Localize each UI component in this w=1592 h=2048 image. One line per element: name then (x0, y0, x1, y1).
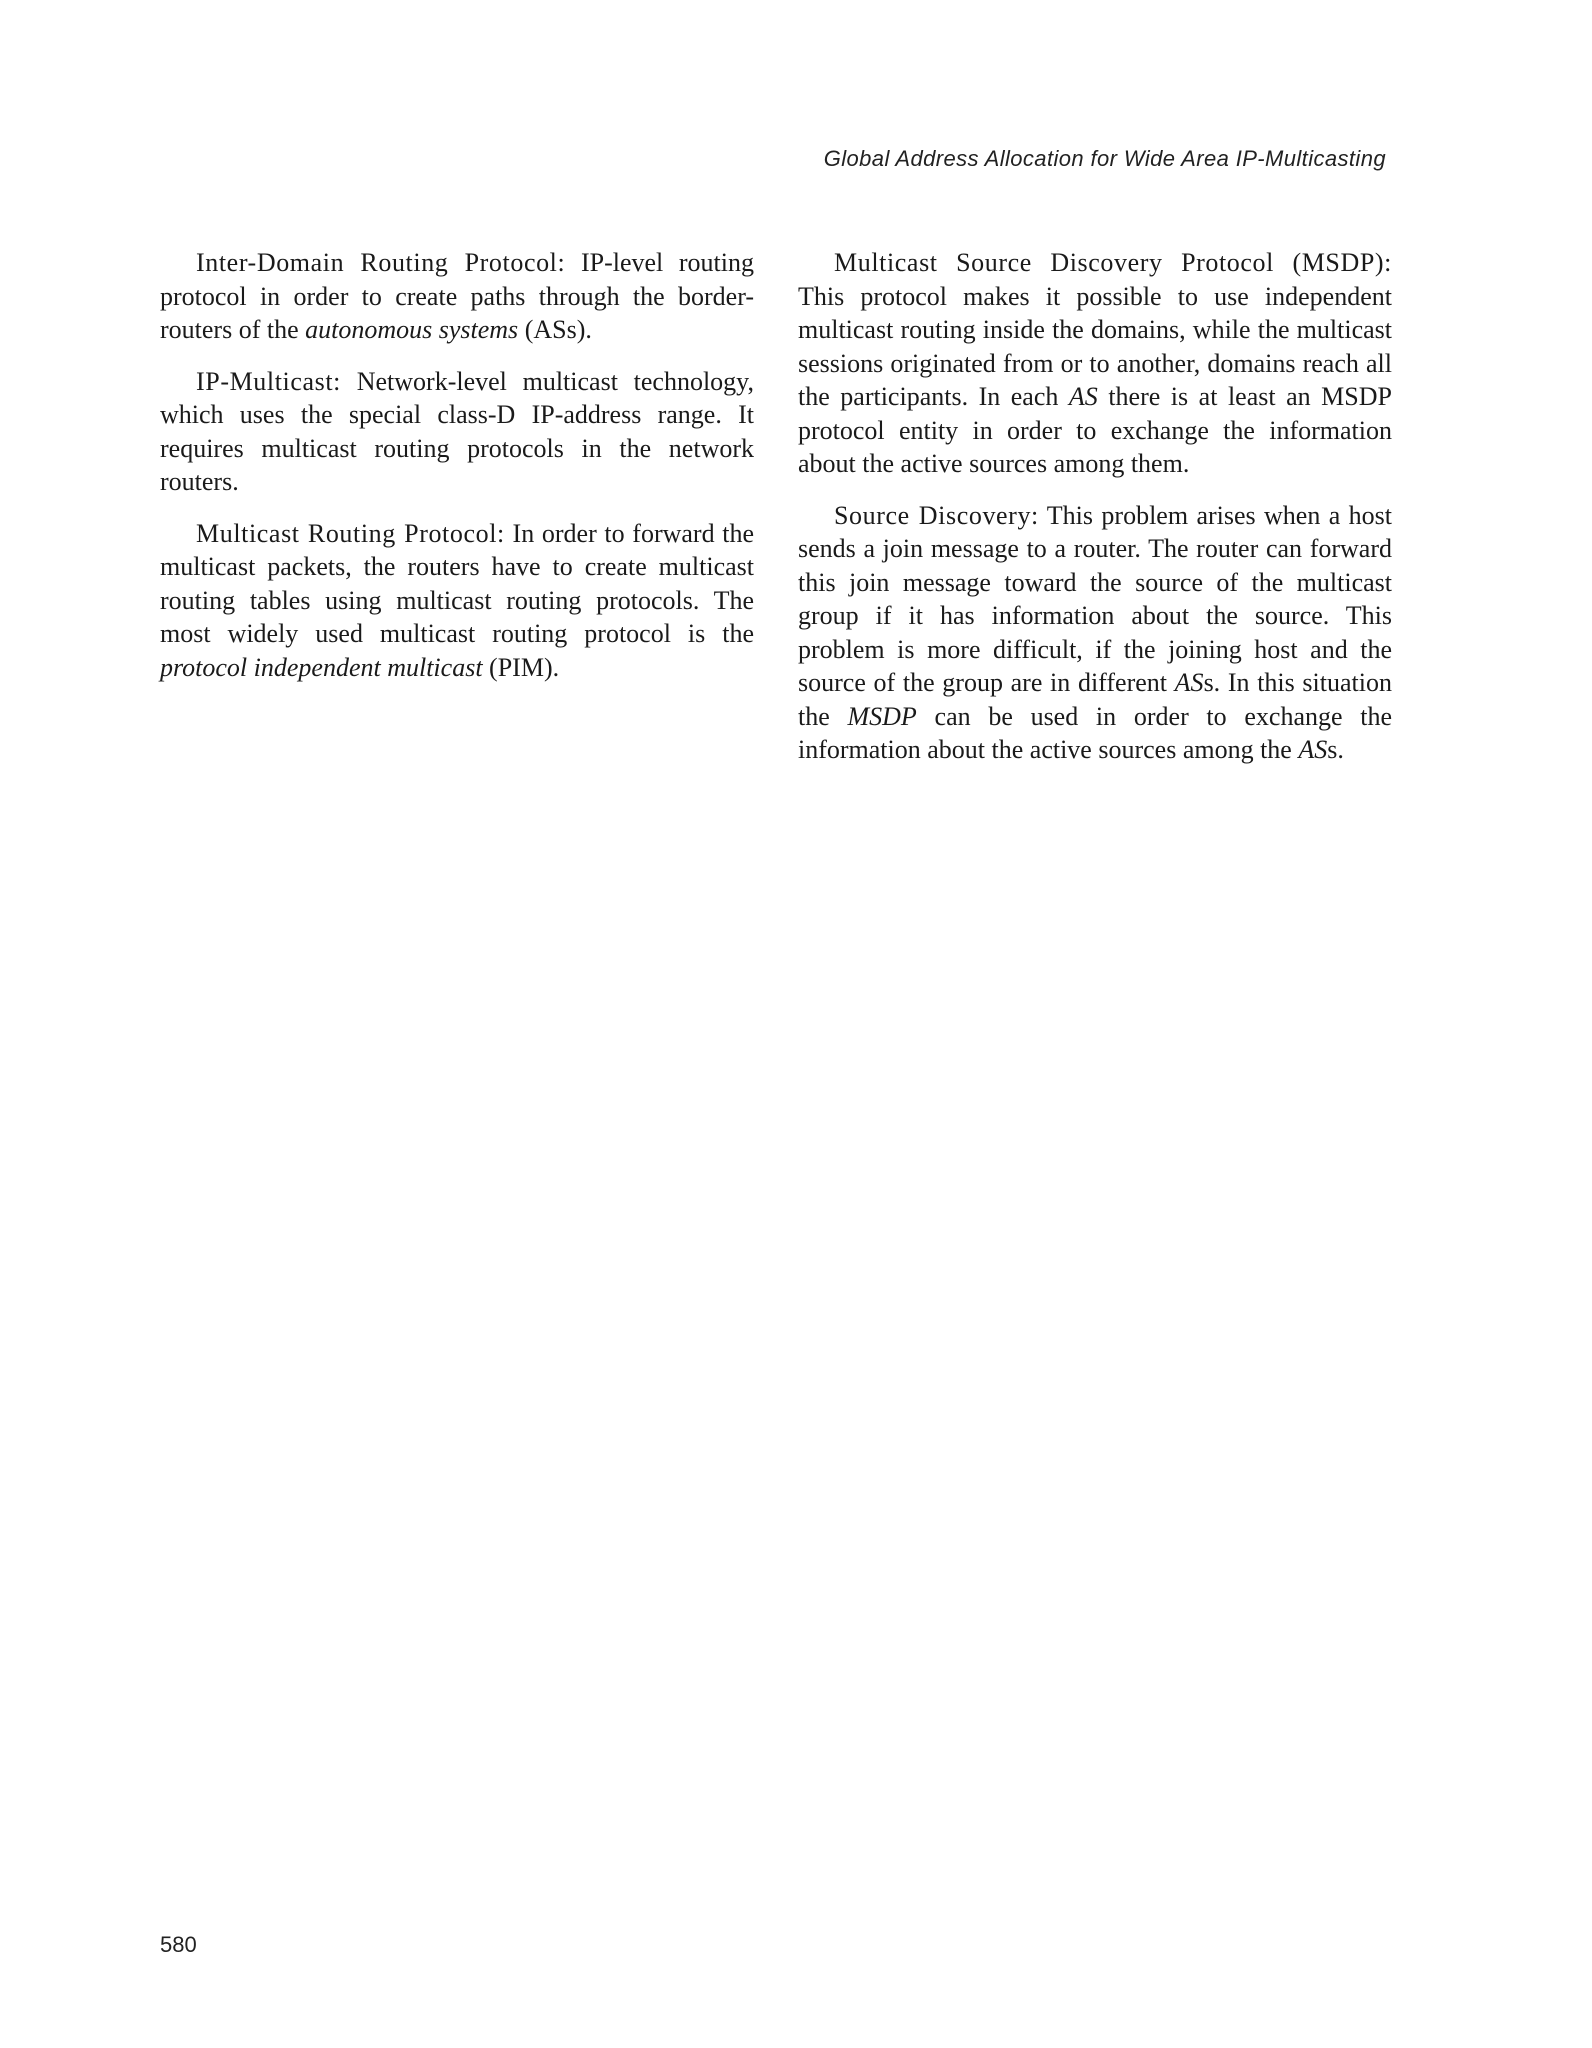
emphasized-text: AS (1068, 382, 1098, 411)
glossary-definition-text: (ASs). (518, 315, 592, 344)
glossary-term: Inter-Domain Routing Protocol: (196, 248, 566, 277)
glossary-definition-text: can be used in order to exchange the information about the active sources among the (798, 701, 1392, 764)
emphasized-text: AS (1174, 668, 1204, 697)
emphasized-text: autonomous systems (305, 315, 519, 344)
glossary-term: Multicast Routing Protocol: (196, 518, 505, 548)
glossary-definition-text: In order to forward the multicast packets, the routers have to create multicast routing tables using multicast routing protocols. The most widely used multicast routing protocol is the (160, 518, 755, 648)
glossary-entry-multicast-routing-protocol (160, 517, 754, 685)
glossary-definition-text: (PIM). (482, 652, 560, 682)
glossary-entry-msdp (798, 246, 1392, 481)
left-column (160, 246, 754, 702)
glossary-definition-text: IP-level routing protocol in order to create paths through the border-routers of the (160, 248, 754, 344)
glossary-definition-text: there is at least an MSDP protocol entity in order to exchange the information about the active sources among them. (798, 382, 1392, 478)
glossary-entry-ip-multicast (160, 365, 754, 499)
glossary-definition-text: This problem arises when a host sends a join message to a router. The router can forward this join message toward the source of the multicast group if it has information about the source. This problem is more difficult, if the joining host and the source of the group are in different (798, 500, 1393, 697)
right-column (798, 246, 1392, 785)
glossary-definition-text: s. In this situation the (798, 668, 1392, 731)
glossary-term: Multicast Source Discovery Protocol (MSDP): (834, 248, 1392, 277)
glossary-definition-text: s. (1327, 735, 1344, 764)
emphasized-text: MSDP (847, 701, 917, 731)
glossary-entry-source-discovery (798, 499, 1392, 767)
glossary-definition-text: This protocol makes it possible to use independent multicast routing inside the domains, while the multicast sessions originated from or to another, domains reach all the participants. In each (798, 281, 1392, 411)
glossary-term: IP-Multicast: (196, 366, 342, 396)
page-number: 580 (160, 1932, 197, 1957)
glossary-term: Source Discovery: (834, 500, 1039, 530)
glossary-entry-inter-domain-routing-protocol (160, 246, 754, 347)
glossary-definition-text: Network-level multicast technology, which uses the special class-D IP-address range. It requires multicast routing protocols in the network routers. (160, 366, 754, 496)
running-header: Global Address Allocation for Wide Area IP-Multicasting (823, 146, 1386, 171)
emphasized-text: AS (1298, 735, 1328, 764)
emphasized-text: protocol independent multicast (160, 652, 483, 682)
